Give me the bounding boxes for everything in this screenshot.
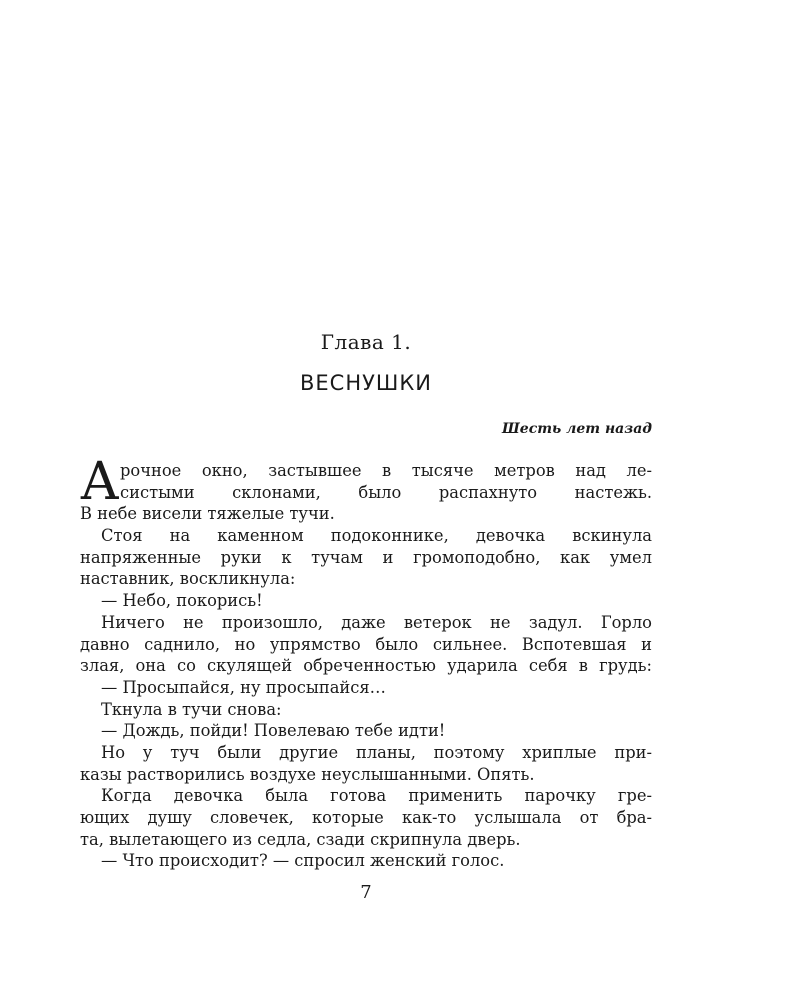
text-line: — Небо, покорись! — [101, 591, 263, 611]
page-number: 7 — [360, 882, 372, 903]
text-line: Но у туч были другие планы, поэтому хриплые при- — [101, 742, 652, 762]
text-line: — Дождь, пойди! Повелеваю тебе идти! — [101, 721, 446, 741]
text-line: Когда девочка была готова применить парочку гре- — [101, 786, 652, 806]
text-line: ющих душу словечек, которые как-то услышала от бра- — [80, 808, 652, 827]
text-line: та, вылетающего из седла, сзади скрипнула дверь. — [80, 829, 521, 849]
text-line: — Просыпайся, ну просыпайся… — [101, 677, 386, 697]
text-line: давно саднило, но упрямство было сильнее. Вспотевшая и — [80, 634, 652, 654]
text-line: В небе висели тяжелые тучи. — [80, 504, 335, 524]
chapter-title: ВЕСНУШКИ — [299, 371, 432, 395]
chapter-number: Глава 1. — [320, 330, 412, 354]
text-line: — Что происходит? — спросил женский голос. — [101, 851, 505, 871]
text-line: злая, она со скулящей обреченностью ударила себя в грудь: — [80, 656, 652, 676]
text-line: Ткнула в тучи снова: — [101, 699, 282, 719]
book-page — [80, 0, 652, 1000]
epigraph: Шесть лет назад — [502, 421, 652, 437]
text-line: Ничего не произошло, даже ветерок не задул. Горло — [101, 612, 652, 632]
text-line: напряженные руки к тучам и громоподобно, как умел — [80, 547, 652, 567]
text-line: казы растворились воздухе неуслышанными. Опять. — [80, 764, 535, 784]
text-line: рочное окно, застывшее в тысяче метров над ле- — [120, 461, 652, 480]
text-line: наставник, воскликнула: — [80, 569, 296, 589]
text-line: Стоя на каменном подоконнике, девочка вскинула — [101, 526, 652, 546]
body-text — [80, 452, 652, 872]
text-line: систыми склонами, было распахнуто настежь. — [120, 482, 652, 502]
drop-cap: А — [80, 452, 120, 512]
